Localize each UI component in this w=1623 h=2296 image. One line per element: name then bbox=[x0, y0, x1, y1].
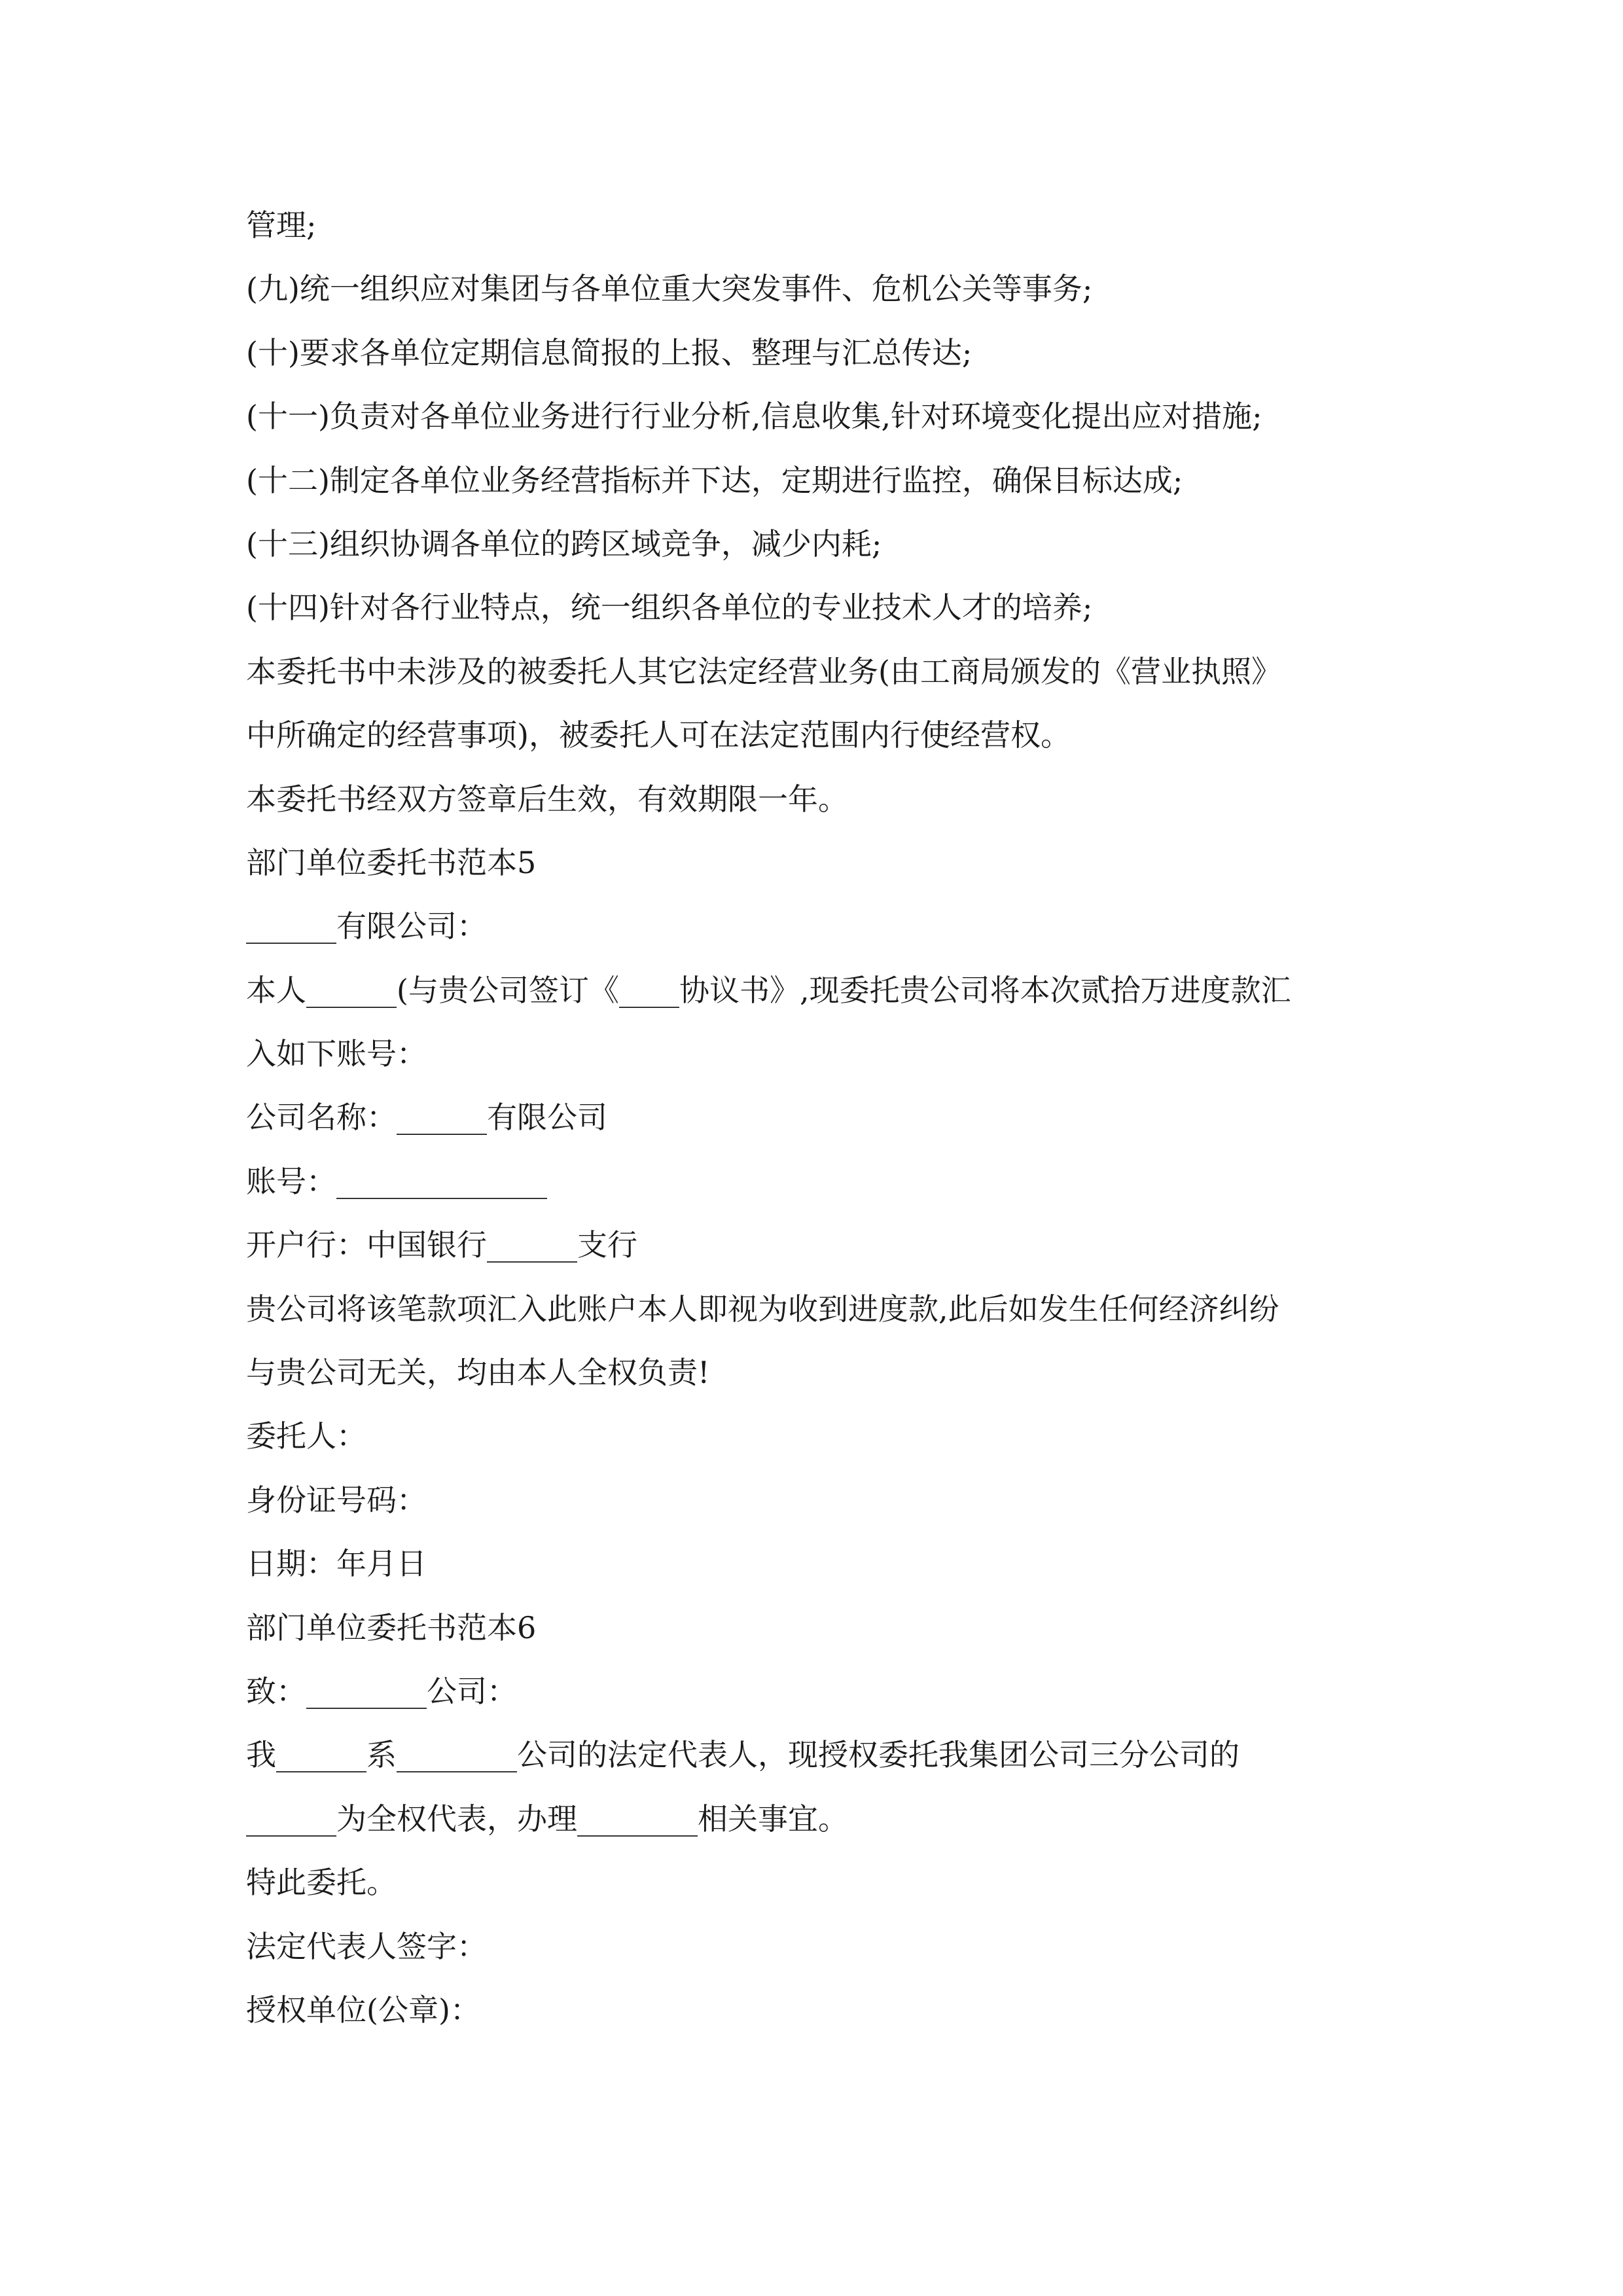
text-line: 管理; bbox=[246, 207, 317, 243]
list-item-10: (十)要求各单位定期信息简报的上报、整理与汇总传达; bbox=[246, 334, 972, 370]
addressee-line: 致：________公司： bbox=[246, 1673, 517, 1709]
text-line: 本人______(与贵公司签订《____协议书》,现委托贵公司将本次贰拾万进度款汇 bbox=[246, 972, 1291, 1008]
text-line: 特此委托。 bbox=[246, 1865, 397, 1901]
account-number-line: 账号：______________ bbox=[246, 1163, 547, 1199]
list-item-9: (九)统一组织应对集团与各单位重大突发事件、危机公关等事务; bbox=[246, 271, 1093, 307]
section-heading-6: 部门单位委托书范本6 bbox=[246, 1609, 537, 1645]
document-body bbox=[246, 194, 1398, 2042]
company-name-line: 公司名称：______有限公司 bbox=[246, 1100, 607, 1136]
text-line: 本委托书中未涉及的被委托人其它法定经营业务(由工商局颁发的《营业执照》 bbox=[246, 653, 1281, 689]
date-line: 日期：年月日 bbox=[246, 1546, 427, 1582]
text-line: 我______系________公司的法定代表人，现授权委托我集团公司三分公司的 bbox=[246, 1737, 1240, 1773]
text-line: 入如下账号： bbox=[246, 1036, 427, 1072]
list-item-12: (十二)制定各单位业务经营指标并下达，定期进行监控，确保目标达成; bbox=[246, 462, 1183, 498]
list-item-14: (十四)针对各行业特点，统一组织各单位的专业技术人才的培养; bbox=[246, 590, 1093, 626]
bank-branch-line: 开户行：中国银行______支行 bbox=[246, 1227, 637, 1263]
authorizing-unit-seal-line: 授权单位(公章)： bbox=[246, 1992, 480, 2028]
list-item-13: (十三)组织协调各单位的跨区域竞争，减少内耗; bbox=[246, 526, 882, 562]
text-line: 中所确定的经营事项)，被委托人可在法定范围内行使经营权。 bbox=[246, 717, 1071, 753]
list-item-11: (十一)负责对各单位业务进行行业分析,信息收集,针对环境变化提出应对措施; bbox=[246, 399, 1262, 435]
text-line: 本委托书经双方签章后生效，有效期限一年。 bbox=[246, 781, 848, 817]
text-line: ______为全权代表，办理________相关事宜。 bbox=[246, 1801, 848, 1837]
section-heading-5: 部门单位委托书范本5 bbox=[246, 844, 537, 880]
text-line: 贵公司将该笔款项汇入此账户本人即视为收到进度款,此后如发生任何经济纠纷 bbox=[246, 1291, 1279, 1327]
legal-rep-signature-line: 法定代表人签字： bbox=[246, 1928, 487, 1964]
addressee-line: ______有限公司： bbox=[246, 908, 487, 944]
id-number-line: 身份证号码： bbox=[246, 1482, 427, 1518]
principal-signature-line: 委托人： bbox=[246, 1418, 366, 1454]
text-line: 与贵公司无关，均由本人全权负责! bbox=[246, 1355, 710, 1391]
